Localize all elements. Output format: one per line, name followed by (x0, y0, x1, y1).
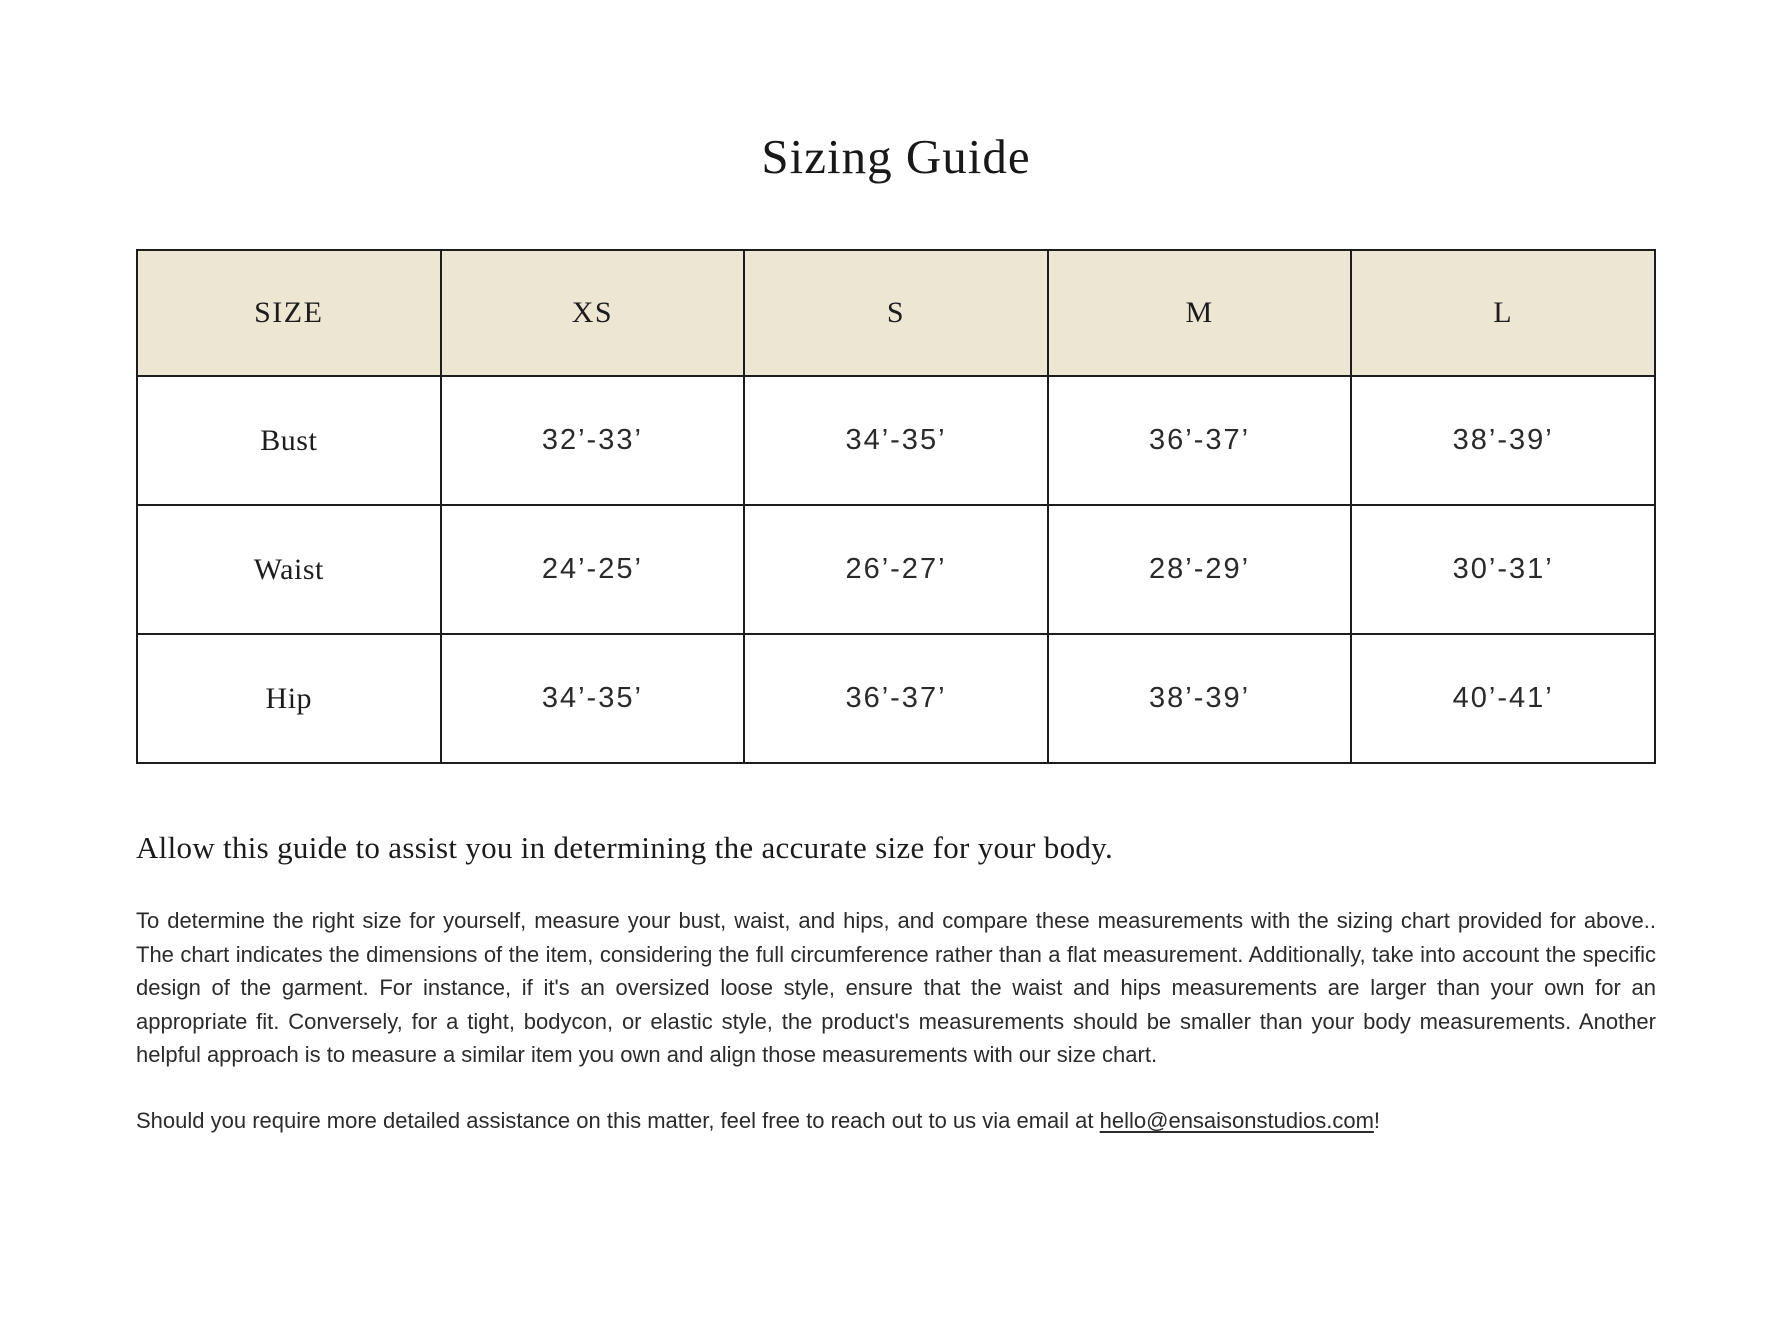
measurement-cell-waist-m: 28’-29’ (1048, 505, 1352, 634)
row-label-waist: Waist (137, 505, 441, 634)
table-row-waist (137, 505, 1655, 634)
measurement-cell-hip-m: 38’-39’ (1048, 634, 1352, 763)
measurement-cell-hip-s: 36’-37’ (744, 634, 1048, 763)
guide-subheading: Allow this guide to assist you in determining the accurate size for your body. (136, 830, 1114, 866)
row-label-hip: Hip (137, 634, 441, 763)
page-title: Sizing Guide (761, 129, 1031, 184)
table-row-hip (137, 634, 1655, 763)
measurement-cell-hip-l: 40’-41’ (1351, 634, 1655, 763)
row-label-bust: Bust (137, 376, 441, 505)
size-chart-body (137, 376, 1655, 763)
column-header-l: L (1351, 250, 1655, 376)
email-link[interactable]: hello@ensaisonstudios.com (1099, 1107, 1374, 1133)
contact-paragraph (136, 1104, 1656, 1138)
guide-body-paragraph: To determine the right size for yourself, measure your bust, waist, and hips, and compare these measurements with the sizing chart provided for above.. The chart indicates the dimensions of the item, considering the full circumference rather than a flat measurement. Additionally, take into account the specific design of the garment. For instance, if it's an oversized loose style, ensure that the waist and hips measurements are larger than your own for an appropriate fit. Conversely, for a tight, bodycon, or elastic style, the product's measurements should be smaller than your body measurements. Another helpful approach is to measure a similar item you own and align those measurements with our size chart. (136, 908, 1656, 1068)
measurement-cell-waist-l: 30’-31’ (1351, 505, 1655, 634)
header-row (137, 250, 1655, 376)
measurement-cell-bust-s: 34’-35’ (744, 376, 1048, 505)
measurement-cell-hip-xs: 34’-35’ (441, 634, 745, 763)
table-row-bust (137, 376, 1655, 505)
column-header-size: SIZE (137, 250, 441, 376)
measurement-cell-bust-xs: 32’-33’ (441, 376, 745, 505)
measurement-cell-bust-m: 36’-37’ (1048, 376, 1352, 505)
contact-text-prefix: Should you require more detailed assistance on this matter, feel free to reach out to us via email at (136, 1107, 1100, 1133)
size-chart-table (136, 249, 1656, 764)
measurement-cell-bust-l: 38’-39’ (1351, 376, 1655, 505)
column-header-m: M (1048, 250, 1352, 376)
size-chart-header (137, 250, 1655, 376)
contact-text-suffix: ! (1373, 1107, 1381, 1133)
column-header-s: S (744, 250, 1048, 376)
measurement-cell-waist-xs: 24’-25’ (441, 505, 745, 634)
measurement-cell-waist-s: 26’-27’ (744, 505, 1048, 634)
column-header-xs: XS (441, 250, 745, 376)
